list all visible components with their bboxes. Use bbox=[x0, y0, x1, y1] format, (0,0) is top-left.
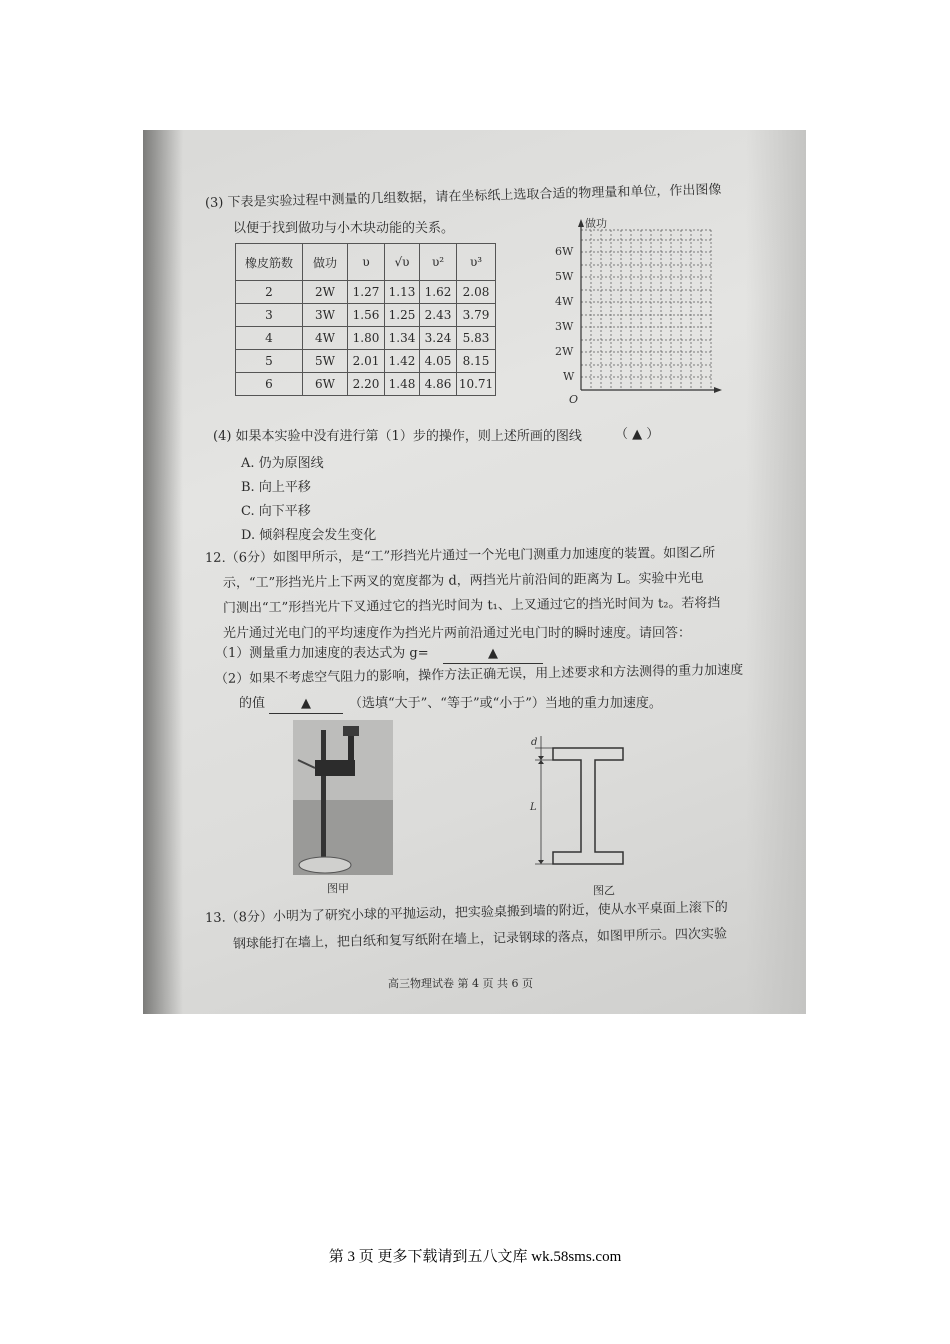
table-cell: 1.42 bbox=[385, 350, 420, 373]
figure-a-apparatus-photo bbox=[293, 720, 393, 875]
table-cell: 3.24 bbox=[420, 327, 457, 350]
table-row bbox=[236, 373, 496, 396]
q12-line3: 门测出“工”形挡光片下叉通过它的挡光时间为 t₁、上叉通过它的挡光时间为 t₂。若将挡 bbox=[222, 595, 721, 616]
axis-label: 做功 bbox=[585, 217, 607, 230]
q4-option-a: A. 仍为原图线 bbox=[241, 456, 324, 471]
q3-line2: 以便于找到做功与小木块动能的关系。 bbox=[233, 221, 455, 236]
q12-line4: 光片通过光电门的平均速度作为挡光片两前沿通过光电门时的瞬时速度。请回答： bbox=[223, 626, 692, 641]
q12-sub2-suffix: （选填“大于”、“等于”或“小于”）当地的重力加速度。 bbox=[349, 696, 662, 711]
table-cell: 4.86 bbox=[420, 373, 457, 396]
table-row bbox=[236, 350, 496, 373]
exam-page-footer: 高三物理试卷 第 4 页 共 6 页 bbox=[388, 977, 533, 990]
q4-option-d: D. 倾斜程度会发生变化 bbox=[241, 528, 377, 543]
q12-sub1-prefix: （1）测量重力加速度的表达式为 g= bbox=[215, 646, 429, 661]
table-cell: 1.34 bbox=[385, 327, 420, 350]
label-L: L bbox=[530, 802, 537, 813]
document-footer: 第 3 页 更多下载请到五八文库 wk.58sms.com bbox=[328, 1249, 622, 1265]
table-cell: 5W bbox=[303, 350, 348, 373]
table-cell: 3W bbox=[303, 304, 348, 327]
table-cell: 2.08 bbox=[457, 281, 496, 304]
grid-lines bbox=[581, 230, 713, 390]
table-cell: 4 bbox=[236, 327, 303, 350]
q12-sub2-prefix: 的值 bbox=[239, 696, 266, 711]
table-header-row bbox=[236, 244, 496, 281]
table-row bbox=[236, 327, 496, 350]
table-cell: 1.80 bbox=[348, 327, 385, 350]
table-header: υ² bbox=[420, 244, 457, 281]
i-shaped-slit-plate-icon bbox=[553, 748, 623, 864]
table-header: 橡皮筋数 bbox=[236, 244, 303, 281]
stand-rod bbox=[321, 730, 326, 865]
q3-line1: (3) 下表是实验过程中测量的几组数据，请在坐标纸上选取合适的物理量和单位，作出图像 bbox=[204, 182, 722, 211]
blank-graph-paper bbox=[553, 215, 733, 410]
y-tick-label: 3W bbox=[555, 320, 574, 333]
q4-option-b: B. 向上平移 bbox=[241, 480, 311, 495]
table-cell: 1.62 bbox=[420, 281, 457, 304]
table-cell: 6 bbox=[236, 373, 303, 396]
q4-stem: (4) 如果本实验中没有进行第（1）步的操作，则上述所画的图线 bbox=[213, 429, 582, 444]
table-row bbox=[236, 304, 496, 327]
table-cell: 2.20 bbox=[348, 373, 385, 396]
table-cell: 3.79 bbox=[457, 304, 496, 327]
table-header: υ³ bbox=[457, 244, 496, 281]
table-cell: 2 bbox=[236, 281, 303, 304]
table-cell: 8.15 bbox=[457, 350, 496, 373]
table-header: √υ bbox=[385, 244, 420, 281]
table-cell: 5.83 bbox=[457, 327, 496, 350]
table-cell: 2W bbox=[303, 281, 348, 304]
table-cell: 6W bbox=[303, 373, 348, 396]
table-cell: 2.01 bbox=[348, 350, 385, 373]
table-cell: 1.13 bbox=[385, 281, 420, 304]
table-cell: 1.48 bbox=[385, 373, 420, 396]
table-cell: 3 bbox=[236, 304, 303, 327]
q12-line1: 12.（6分）如图甲所示，是“工”形挡光片通过一个光电门测重力加速度的装置。如图乙所 bbox=[204, 545, 716, 566]
table-cell: 1.25 bbox=[385, 304, 420, 327]
scanned-exam-photo bbox=[143, 130, 806, 1014]
y-tick-label: 6W bbox=[555, 245, 574, 258]
origin-label: O bbox=[569, 393, 579, 406]
y-tick-label: 4W bbox=[555, 295, 574, 308]
figure-a-caption: 图甲 bbox=[327, 882, 349, 895]
y-axis-arrow-icon bbox=[578, 219, 584, 227]
table-header: υ bbox=[348, 244, 385, 281]
data-table bbox=[235, 243, 496, 396]
table-cell: 10.71 bbox=[457, 373, 496, 396]
table-cell: 5 bbox=[236, 350, 303, 373]
q12-sub2-line1: （2）如果不考虑空气阻力的影响，操作方法正确无误，用上述要求和方法测得的重力加速度 bbox=[214, 662, 744, 687]
table-row bbox=[236, 281, 496, 304]
table-cell: 4W bbox=[303, 327, 348, 350]
q12-line2: 示，“工”形挡光片上下两叉的宽度都为 d，两挡光片前沿间的距离为 L。实验中光电 bbox=[222, 570, 704, 591]
table-cell: 2.43 bbox=[420, 304, 457, 327]
table-cell: 1.56 bbox=[348, 304, 385, 327]
slit-plate-icon bbox=[348, 735, 354, 765]
figure-b-i-shape bbox=[523, 730, 633, 875]
q13-line2: 钢球能打在墙上，把白纸和复写纸附在墙上，记录钢球的落点，如图甲所示。四次实验 bbox=[232, 926, 728, 952]
q12-sub1-blank: ▲ bbox=[443, 645, 543, 664]
figure-b-caption: 图乙 bbox=[593, 884, 615, 897]
y-tick-label: W bbox=[563, 370, 575, 383]
table-cell: 1.27 bbox=[348, 281, 385, 304]
q4-option-c: C. 向下平移 bbox=[241, 504, 311, 519]
label-d: d bbox=[531, 737, 538, 748]
q12-sub2-blank: ▲ bbox=[269, 695, 343, 714]
q13-line1: 13.（8分）小明为了研究小球的平抛运动，把实验桌搬到墙的附近，使从水平桌面上滚下的 bbox=[204, 900, 728, 926]
y-tick-label: 2W bbox=[555, 345, 574, 358]
table-cell: 4.05 bbox=[420, 350, 457, 373]
x-axis-arrow-icon bbox=[714, 387, 722, 393]
y-tick-label: 5W bbox=[555, 270, 574, 283]
table-header: 做功 bbox=[303, 244, 348, 281]
q4-answer-blank: （ ▲ ） bbox=[615, 427, 660, 442]
